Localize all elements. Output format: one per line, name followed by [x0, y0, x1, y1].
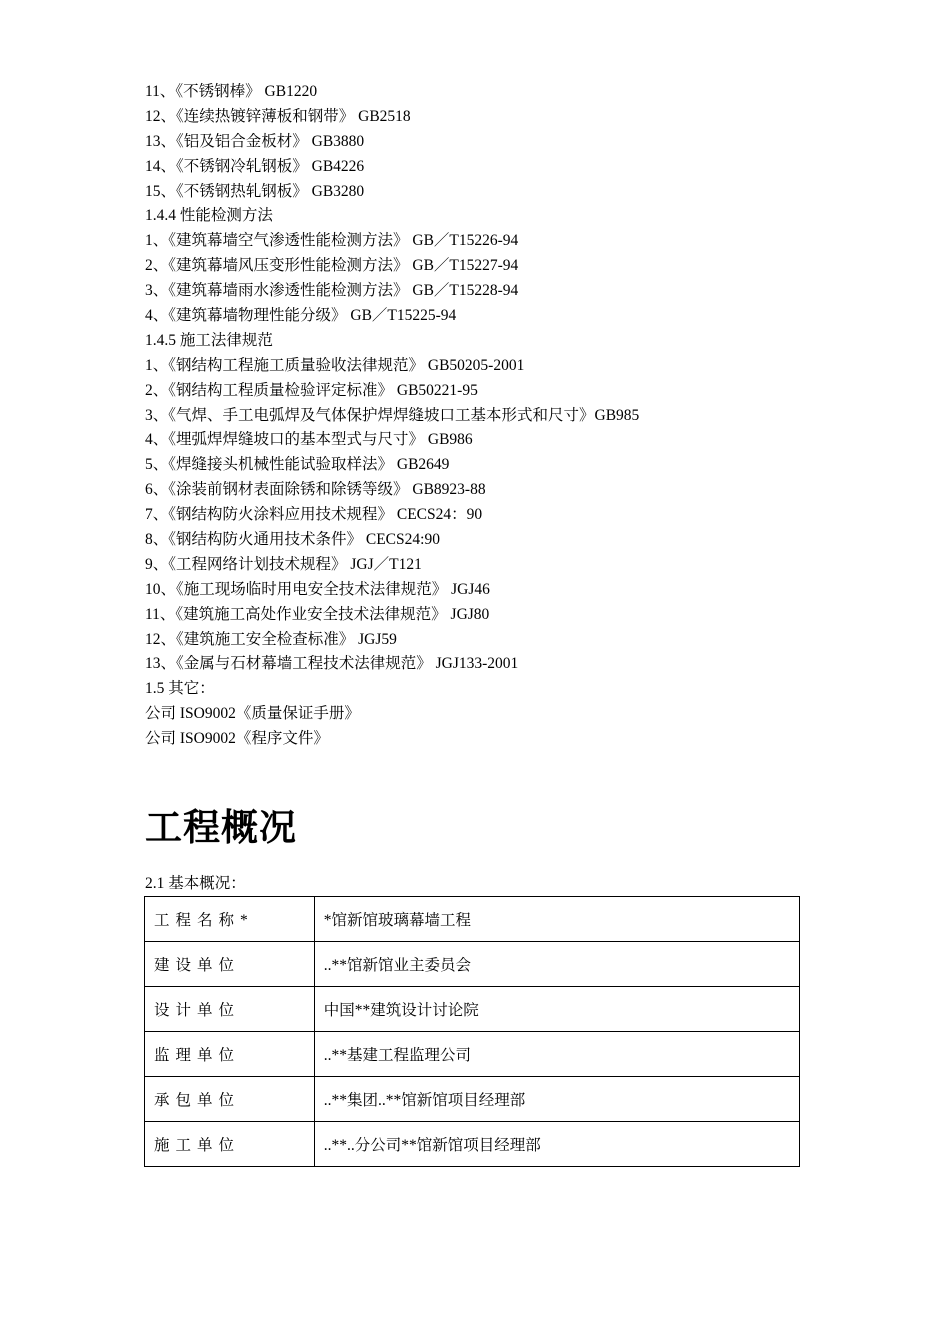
list-item: 12、《连续热镀锌薄板和钢带》 GB2518: [145, 107, 411, 125]
row-value: ..**基建工程监理公司: [314, 1032, 799, 1077]
table-row: [145, 1122, 800, 1167]
list-item: 2、《建筑幕墙风压变形性能检测方法》 GB／T15227-94: [145, 257, 519, 275]
section-heading-other: 1.5 其它：: [145, 680, 215, 698]
list-item: 2、《钢结构工程质量检验评定标准》 GB50221-95: [145, 381, 478, 399]
list-item: 3、《建筑幕墙雨水渗透性能检测方法》 GB／T15228-94: [145, 282, 519, 300]
list-item: 5、《焊缝接头机械性能试验取样法》 GB2649: [145, 456, 450, 474]
row-label: 工程名称*: [145, 897, 315, 942]
section-heading-performance-testing: 1.4.4 性能检测方法: [145, 207, 273, 225]
list-item: 13、《铝及铝合金板材》 GB3880: [145, 132, 365, 150]
row-value: ..**集团..**馆新馆项目经理部: [314, 1077, 799, 1122]
standards-list: [145, 80, 825, 752]
list-item: 10、《施工现场临时用电安全技术法律规范》 JGJ46: [145, 580, 490, 598]
section-title: 工程概况: [145, 806, 297, 849]
list-item: 1、《建筑幕墙空气渗透性能检测方法》 GB／T15226-94: [145, 232, 519, 250]
table-row: [145, 897, 800, 942]
project-overview-table: [144, 896, 800, 1167]
row-label: 监理单位: [145, 1032, 315, 1077]
row-value: *馆新馆玻璃幕墙工程: [314, 897, 799, 942]
list-item: 13、《金属与石材幕墙工程技术法律规范》 JGJ133-2001: [145, 655, 519, 673]
list-item: 4、《埋弧焊焊缝坡口的基本型式与尺寸》 GB986: [145, 431, 473, 449]
subsection-title: 2.1 基本概况：: [145, 875, 246, 892]
list-item: 11、《不锈钢棒》 GB1220: [145, 83, 318, 100]
list-item: 3、《气焊、手工电弧焊及气体保护焊焊缝坡口工基本形式和尺寸》GB985: [145, 406, 640, 424]
list-item: 4、《建筑幕墙物理性能分级》 GB／T15225-94: [145, 307, 457, 325]
list-item: 12、《建筑施工安全检查标准》 JGJ59: [145, 630, 397, 648]
list-item: 1、《钢结构工程施工质量验收法律规范》 GB50205-2001: [145, 356, 525, 374]
row-label: 设计单位: [145, 987, 315, 1032]
row-label: 建设单位: [145, 942, 315, 987]
list-item: 公司 ISO9002《程序文件》: [145, 730, 329, 748]
list-item: 11、《建筑施工高处作业安全技术法律规范》 JGJ80: [145, 605, 490, 623]
table-row: [145, 1032, 800, 1077]
list-item: 9、《工程网络计划技术规程》 JGJ／T121: [145, 555, 422, 573]
section-heading-construction-codes: 1.4.5 施工法律规范: [145, 331, 273, 349]
table-row: [145, 1077, 800, 1122]
row-label: 承包单位: [145, 1077, 315, 1122]
list-item: 6、《涂装前钢材表面除锈和除锈等级》 GB8923-88: [145, 481, 486, 499]
list-item: 14、《不锈钢冷轧钢板》 GB4226: [145, 157, 365, 175]
list-item: 15、《不锈钢热轧钢板》 GB3280: [145, 182, 365, 200]
row-value: 中国**建筑设计讨论院: [314, 987, 799, 1032]
table-row: [145, 942, 800, 987]
row-value: ..**馆新馆业主委员会: [314, 942, 799, 987]
list-item: 公司 ISO9002《质量保证手册》: [145, 705, 360, 723]
list-item: 7、《钢结构防火涂料应用技术规程》 CECS24：90: [145, 506, 483, 524]
table-row: [145, 987, 800, 1032]
row-value: ..**..分公司**馆新馆项目经理部: [314, 1122, 799, 1167]
list-item: 8、《钢结构防火通用技术条件》 CECS24:90: [145, 531, 440, 549]
row-label: 施工单位: [145, 1122, 315, 1167]
